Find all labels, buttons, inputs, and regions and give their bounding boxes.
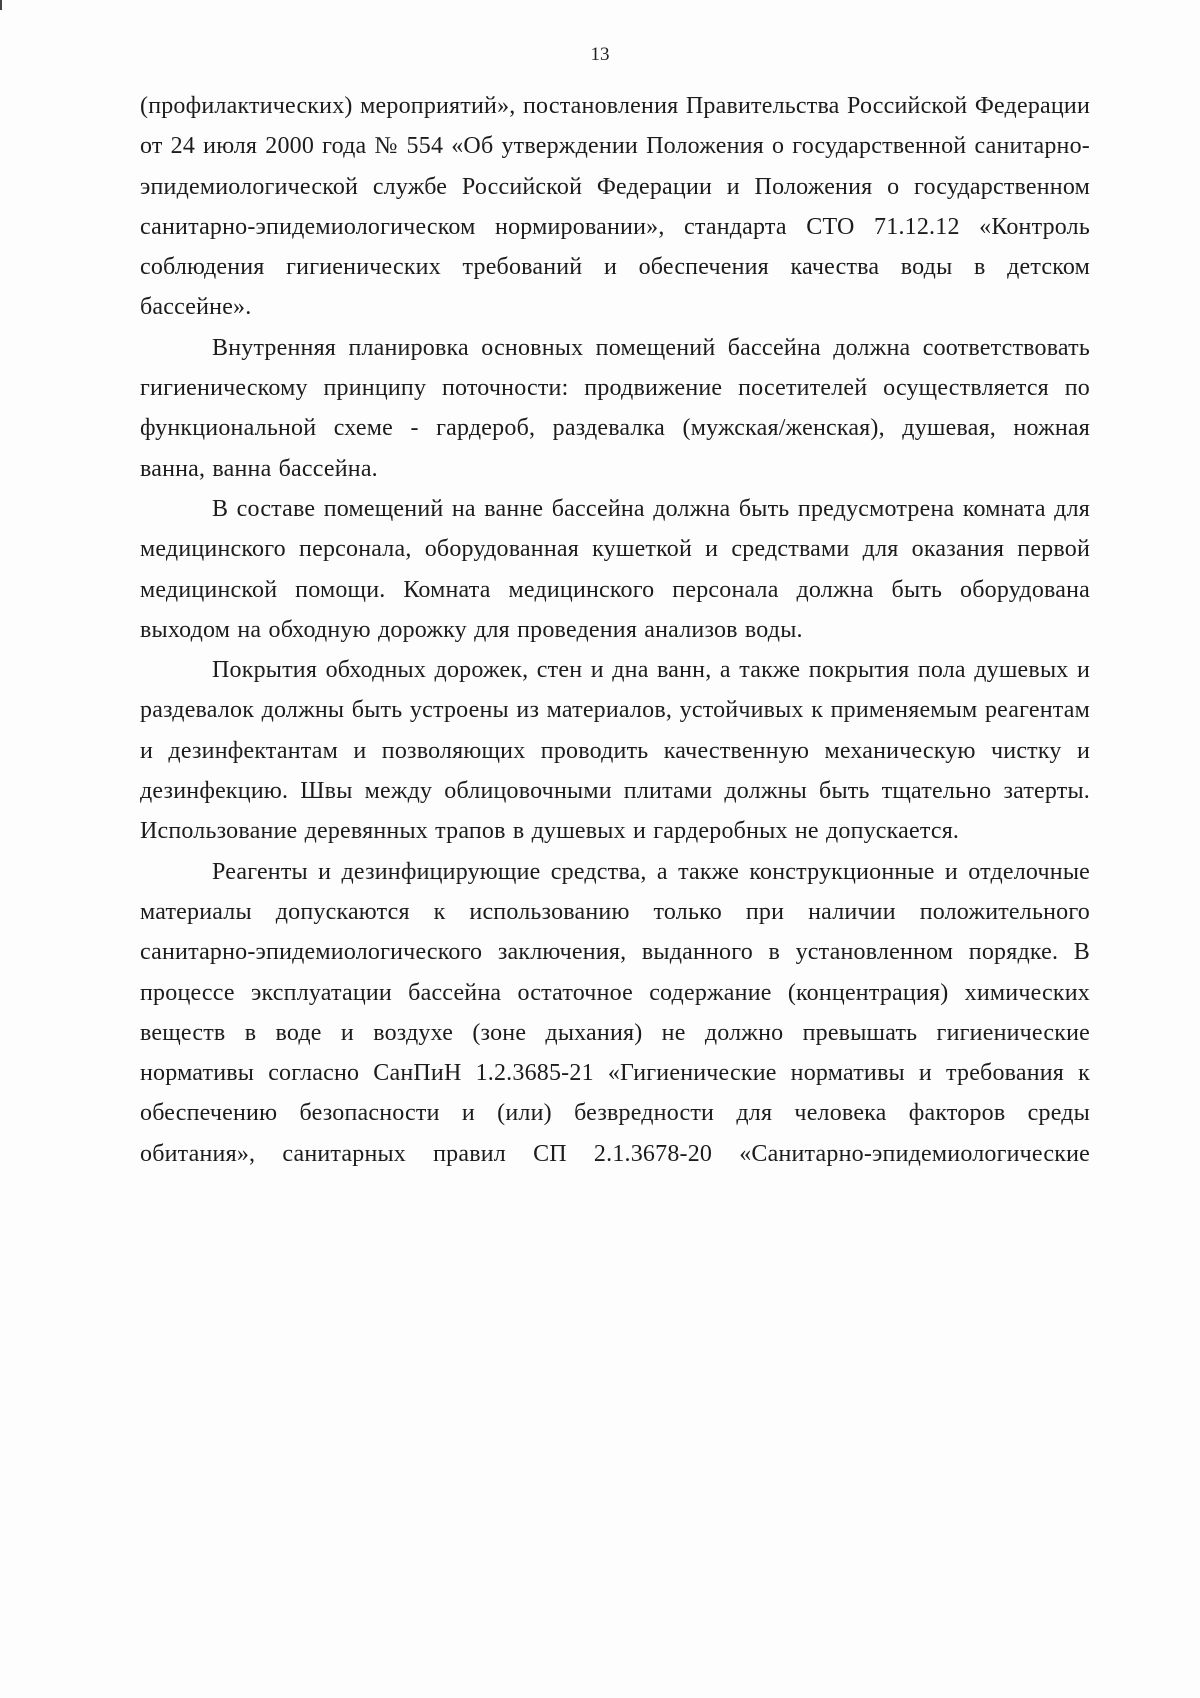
paragraph-medical-room: В составе помещений на ванне бассейна должна быть предусмотрена комната для медицинского персонала, оборудованная кушеткой и средствами для оказания первой медицинской помощи. Комната медицинского персонала должна быть оборудована выходом на обходную дорожку для проведения анализов воды. [140, 495, 1090, 643]
paragraph-continuation: (профилактических) мероприятий», постановления Правительства Российской Федерации от 24 июля 2000 года № 554 «Об утверждении Положения о государственной санитарно-эпидемиологической службе Российской Федерации и Положения о государственном санитарно-эпидемиологическом нормировании», стандарта СТО 71.12.12 «Контроль соблюдения гигиенических требований и обеспечения качества воды в детском бассейне». [140, 93, 1090, 321]
scan-artifact-mark [0, 0, 2, 10]
paragraph-internal-layout: Внутренняя планировка основных помещений бассейна должна соответствовать гигиеническому принципу поточности: продвижение посетителей осуществляется по функциональной схеме - гардероб, раздевалка (мужская/женская), душевая, ножная ванна, ванна бассейна. [140, 334, 1090, 482]
page-number: 13 [590, 44, 610, 65]
document-body [140, 86, 1090, 1174]
paragraph-reagents: Реагенты и дезинфицирующие средства, а также конструкционные и отделочные материалы допускаются к использованию только при наличии положительного санитарно-эпидемиологического заключения, выданного в установленном порядке. В процессе эксплуатации бассейна остаточное содержание (концентрация) химических веществ в воде и воздухе (зоне дыхания) не должно превышать гигиенические нормативы согласно СанПиН 1.2.3685-21 «Гигиенические нормативы и требования к обеспечению безопасности и (или) безвредности для человека факторов среды обитания», санитарных правил СП 2.1.3678-20 «Санитарно-эпидемиологические [140, 858, 1090, 1167]
paragraph-floor-coverings: Покрытия обходных дорожек, стен и дна ванн, а также покрытия пола душевых и раздевалок должны быть устроены из материалов, устойчивых к применяемым реагентам и дезинфектантам и позволяющих проводить качественную механическую чистку и дезинфекцию. Швы между облицовочными плитами должны быть тщательно затерты. Использование деревянных трапов в душевых и гардеробных не допускается. [140, 657, 1090, 845]
